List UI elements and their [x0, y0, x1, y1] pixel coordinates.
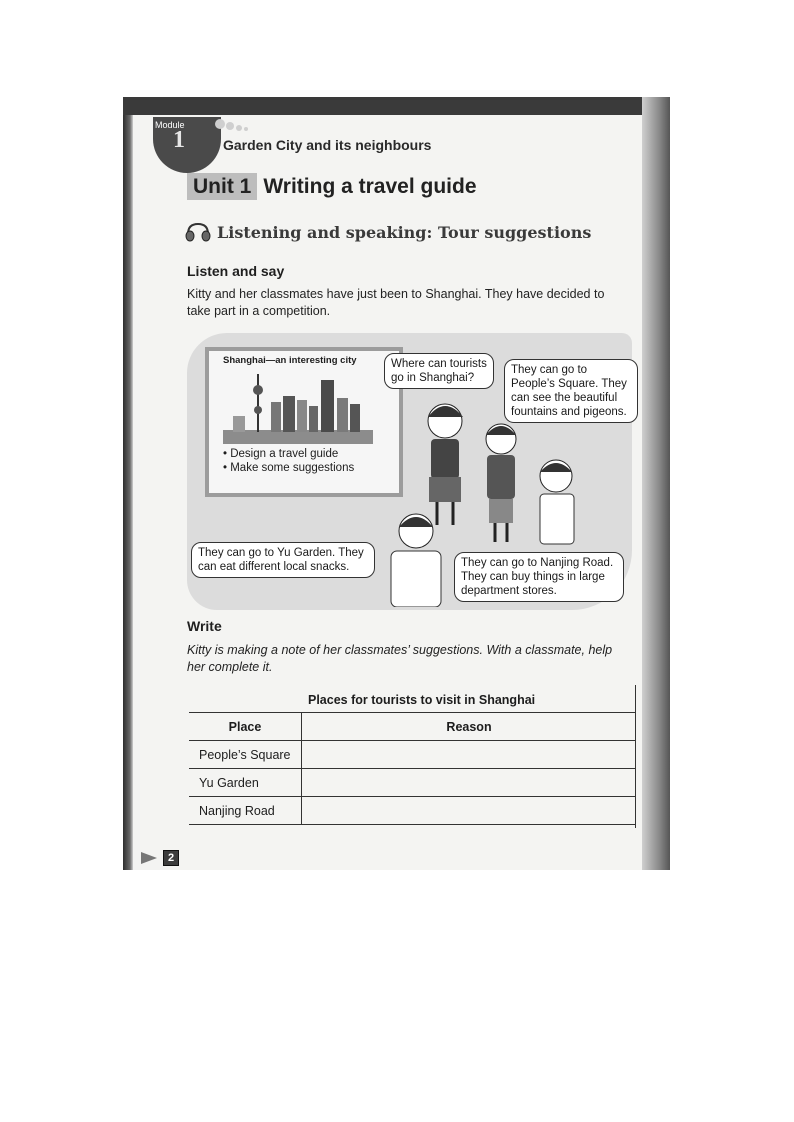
speech-bubble-peoples-square: They can go to People’s Square. They can see the beautiful fountains and pigeons.: [504, 359, 638, 423]
poster-item: • Make some suggestions: [223, 462, 355, 474]
boy-figure-front: [381, 507, 451, 607]
reason-cell[interactable]: [302, 797, 637, 825]
place-cell: People’s Square: [189, 741, 302, 769]
unit-title: Writing a travel guide: [263, 175, 477, 198]
section-heading-row: [185, 222, 591, 242]
speech-bubble-nanjing-road: They can go to Nanjing Road. They can buy things in large department stores.: [454, 552, 624, 602]
headphones-icon: [185, 222, 211, 242]
boy-figure: [473, 417, 528, 547]
module-label: Module: [155, 120, 185, 130]
column-header-place: Place: [189, 713, 302, 741]
left-binding-shadow: [123, 115, 133, 870]
listen-intro: Kitty and her classmates have just been to Shanghai. They have decided to take part in a competition.: [187, 287, 605, 318]
write-intro: Kitty is making a note of her classmates’ suggestions. With a classmate, help her complete it.: [187, 643, 613, 674]
column-header-reason: Reason: [302, 713, 637, 741]
listen-heading: Listen and say: [187, 263, 285, 279]
unit-heading: [187, 175, 477, 199]
section-title: Listening and speaking: Tour suggestions: [217, 222, 592, 242]
module-number: 1: [173, 127, 185, 153]
reason-cell[interactable]: [302, 769, 637, 797]
page-number: 2: [163, 850, 179, 866]
table-row: [189, 769, 636, 797]
speech-bubble-where: Where can tourists go in Shanghai?: [384, 353, 494, 389]
arrow-icon: [141, 852, 163, 864]
skyline-image: [223, 372, 373, 444]
table-title: Places for tourists to visit in Shanghai: [308, 693, 536, 707]
boy-figure-right: [528, 454, 588, 554]
page-number-wrap: [141, 850, 179, 866]
top-shadow-bar: [123, 97, 670, 115]
reason-cell[interactable]: [302, 741, 637, 769]
table-row: [189, 741, 636, 769]
module-title: Garden City and its neighbours: [223, 137, 432, 153]
unit-label: Unit 1: [187, 173, 257, 200]
place-cell: Nanjing Road: [189, 797, 302, 825]
poster-list: [223, 447, 354, 475]
place-cell: Yu Garden: [189, 769, 302, 797]
notes-table: [189, 712, 636, 825]
poster-item: • Design a travel guide: [223, 448, 339, 460]
poster-title: Shanghai—an interesting city: [223, 355, 357, 366]
table-header-row: [189, 713, 636, 741]
right-page-edge: [642, 97, 670, 870]
table-row: [189, 797, 636, 825]
scanned-page: [123, 97, 670, 870]
write-heading: Write: [187, 618, 222, 634]
speech-bubble-yu-garden: They can go to Yu Garden. They can eat different local snacks.: [191, 542, 375, 578]
